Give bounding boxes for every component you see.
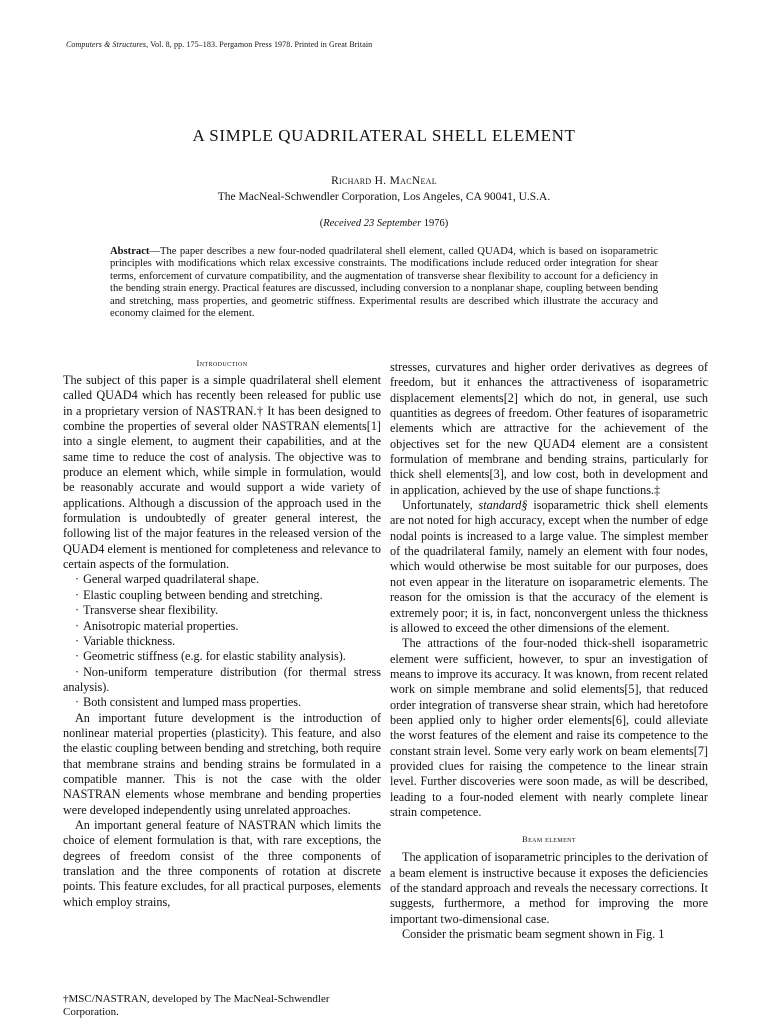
paper-title: A SIMPLE QUADRILATERAL SHELL ELEMENT xyxy=(192,126,576,145)
p5-post: isoparametric thick shell elements are not noted for high accuracy, except when the number of edge nodal points is increased to a large value. The simplest member of the quadrilateral family, namely an element with four nodes, which would otherwise be most suitable for our purposes, does not even appear in the literature on isoparametric elements. The reason for the omission is that the accuracy of the element is extremely poor; it is, in fact, nonconvergent unless the thickness is allowed to exceed the other dimensions of the element. xyxy=(390,498,708,635)
bullet-icon: · xyxy=(75,618,80,633)
right-column xyxy=(390,360,708,942)
intro-paragraph-5 xyxy=(390,498,708,636)
bullet-icon: · xyxy=(75,572,80,587)
section-heading-introduction: Introduction xyxy=(196,358,248,368)
bullet-icon: · xyxy=(75,649,80,664)
beam-paragraph-2: Consider the prismatic beam segment shown in Fig. 1 xyxy=(402,927,665,942)
feature-text: Elastic coupling between bending and stretching. xyxy=(83,587,323,602)
p5-pre: Unfortunately, xyxy=(402,498,479,513)
journal-header xyxy=(66,40,372,49)
abstract xyxy=(110,246,658,320)
list-item xyxy=(63,603,381,618)
bullet-icon: · xyxy=(75,603,80,618)
abstract-text: —The paper describes a new four-noded quadrilateral shell element, called QUAD4, which is based on isoparametric principles with modifications which relax excessive constraints. The modifications include reduced order integration for shear terms, enforcement of curvature compatibility, and the augmentation of transverse shear flexibility to account for a deficiency in the bending strain energy. Practical features are discussed, including conversion to a nonplanar shape, coupling between bending and stretching, mass properties, and geometric stiffness. Experimental results are described which illustrate the accuracy and economy claimed for the element. xyxy=(110,246,658,320)
bullet-icon: · xyxy=(75,587,80,602)
bullet-icon: · xyxy=(75,695,80,710)
intro-paragraph-3: An important general feature of NASTRAN which limits the choice of element formulation is that, with rare exceptions, the degrees of freedom consist of the three components of translation and the three components of rotation at discrete points. This feature excludes, for all practical purposes, elements which employ strains, xyxy=(63,817,381,909)
abstract-label: Abstract xyxy=(110,246,150,257)
footnote: †MSC/NASTRAN, developed by The MacNeal-Schwendler Corporation. xyxy=(63,993,330,1018)
list-item xyxy=(63,572,381,587)
list-item xyxy=(63,619,381,634)
intro-paragraph-6: The attractions of the four-noded thick-shell isoparametric element were sufficient, however, to spur an investigation of means to improve its accuracy. It was known, from recent related work on simple membrane and solid elements[5], that reduced order integration of transverse shear strain, which had heretofore been applied only to higher order elements[6], could alleviate the worst features of the element and raise its competence to the constant strain level. Some very early work on beam elements[7] provided clues for raising the competence to the linear strain level. Further discoveries were soon made, as will be described, leading to a four-noded element with nearly complete linear strain competence. xyxy=(390,636,708,819)
feature-text: Transverse shear flexibility. xyxy=(83,603,219,618)
received-label: Received 23 September xyxy=(323,218,422,229)
feature-text: Geometric stiffness (e.g. for elastic stability analysis). xyxy=(83,649,346,664)
intro-paragraph-2: An important future development is the introduction of nonlinear material properties (plasticity). This feature, and also the elastic coupling between bending and stretching, both require that membrane strains and bending strains be formulated in a compatible manner. This is not the case with the older NASTRAN elements whose membrane and bending properties were developed independently using unrelated approaches. xyxy=(63,710,381,817)
author-affiliation: The MacNeal-Schwendler Corporation, Los Angeles, CA 90041, U.S.A. xyxy=(217,191,551,203)
feature-text: Both consistent and lumped mass properties. xyxy=(83,695,302,710)
list-item xyxy=(63,588,381,603)
received-date xyxy=(0,218,768,229)
p5-emphasis: standard§ xyxy=(478,498,528,513)
bullet-icon: · xyxy=(75,633,80,648)
intro-paragraph-4: stresses, curvatures and higher order derivatives as degrees of freedom, but it enhances the attractiveness of isoparametric displacement elements[2] which do not, in general, use such quantities as degrees of freedom. Other features of isoparametric elements which are attractive for the achievement of the objectives set for the new QUAD4 element are a consistent formulation of membrane and bending strains, particularly for thick shell elements[3], and low cost, both in development and in application, achieved by the use of shape functions.‡ xyxy=(390,360,708,497)
received-prefix: ( xyxy=(319,218,324,229)
section-heading-beam-element: Beam element xyxy=(522,834,576,845)
paper-author: Richard H. MacNeal xyxy=(331,175,437,187)
feature-text: Variable thickness. xyxy=(83,633,176,648)
intro-paragraph-1: The subject of this paper is a simple quadrilateral shell element called QUAD4 which has recently been released for public use in a proprietary version of NASTRAN.† It has been designed to combine the properties of several older NASTRAN elements[1] into a single element, to augment their capabilities, and at the same time to reduce the cost of analysis. The objective was to produce an element which, while simple in formulation, would be reasonably accurate and would support a wide variety of applications. Although a discussion of the approach used in the formulation is undoubtedly of greater general interest, the following list of the major features in the released version of the QUAD4 element is mentioned for completeness and relevance to certain aspects of the formulation. xyxy=(63,373,381,572)
received-suffix: 1976) xyxy=(421,218,449,229)
list-item xyxy=(63,634,381,649)
journal-name: Computers & Structures xyxy=(66,40,147,49)
list-item xyxy=(63,649,381,664)
feature-text: Non-uniform temperature distribution (for thermal stress analysis). xyxy=(63,664,381,694)
journal-citation: , Vol. 8, pp. 175–183. Pergamon Press 1978. Printed in Great Britain xyxy=(146,40,373,49)
beam-paragraph-1: The application of isoparametric principles to the derivation of a beam element is instructive because it exposes the deficiencies of the standard approach and reveals the necessary corrections. It suggests, furthermore, a method for improving the more important two-dimensional case. xyxy=(390,850,708,926)
feature-text: Anisotropic material properties. xyxy=(83,618,239,633)
left-column xyxy=(63,357,381,910)
feature-list xyxy=(63,572,381,710)
bullet-icon: · xyxy=(75,664,80,679)
feature-text: General warped quadrilateral shape. xyxy=(83,572,260,587)
list-item xyxy=(63,665,381,696)
list-item xyxy=(63,695,381,710)
